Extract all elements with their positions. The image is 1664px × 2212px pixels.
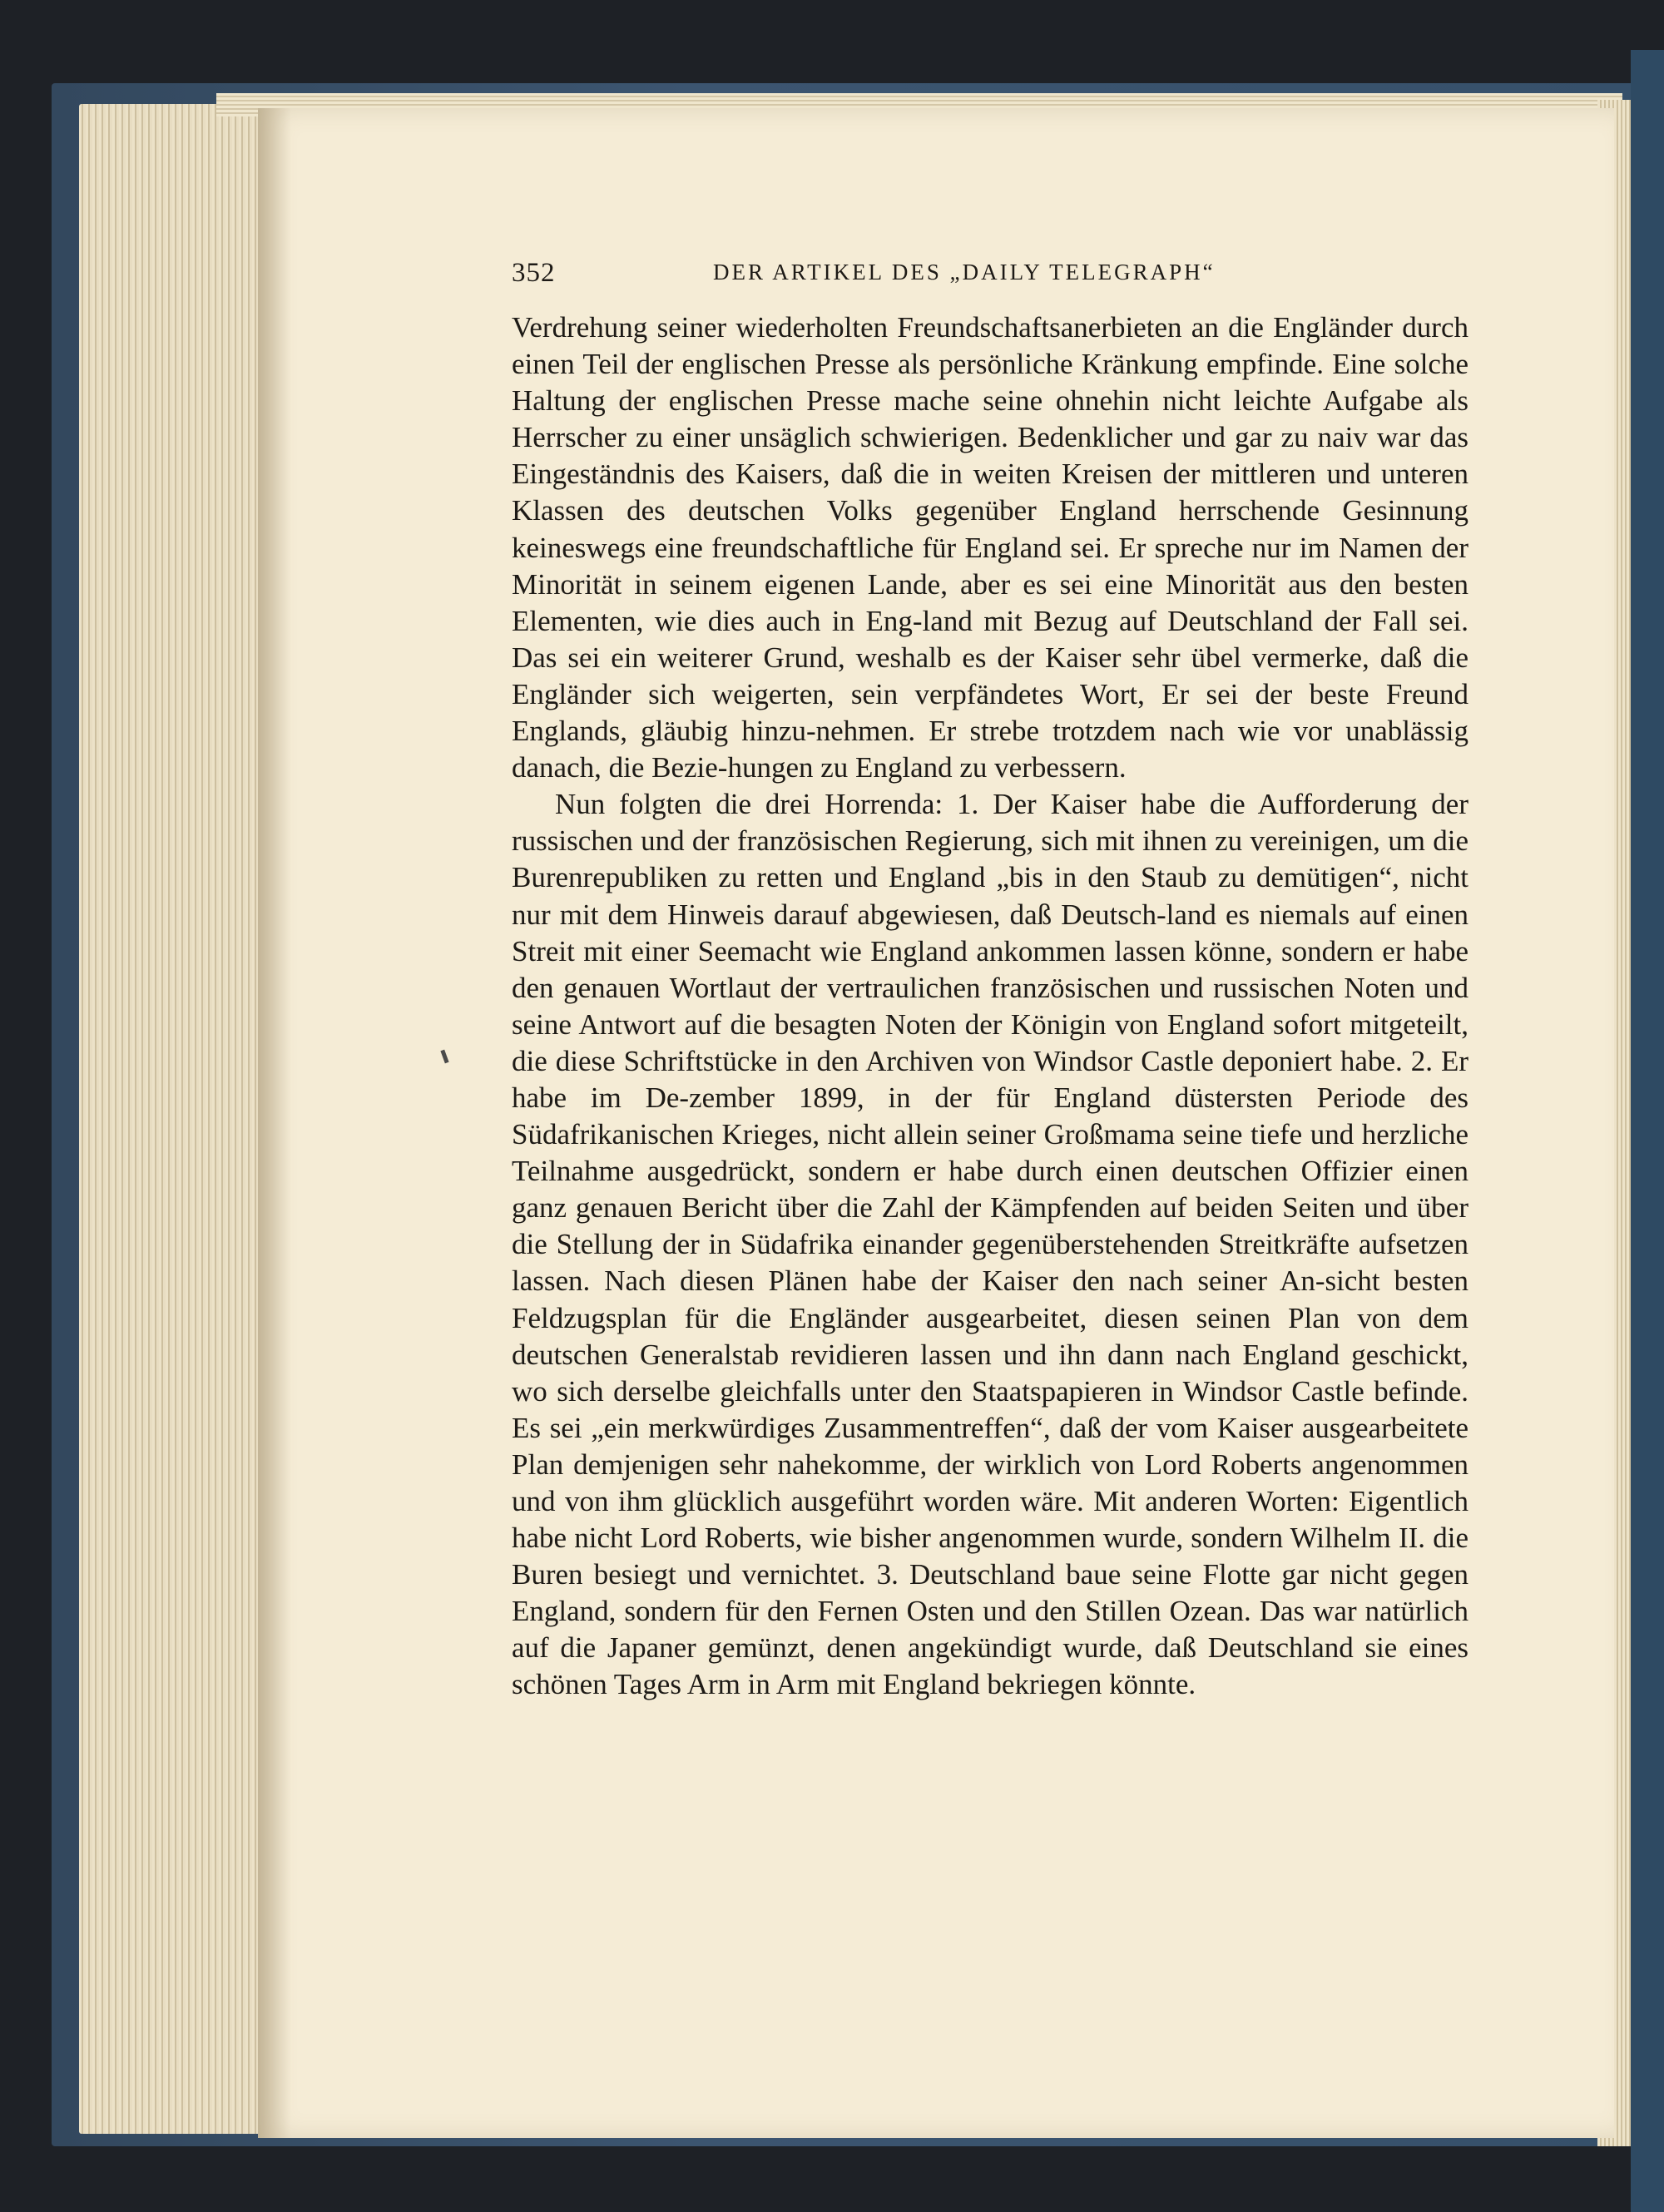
- body-text: [512, 309, 1468, 1704]
- book-cover-edge: [1631, 50, 1664, 2212]
- paragraph: Nun folgten die drei Horrenda: 1. Der Kaiser habe die Aufforderung der russischen und der französischen Regierung, sich mit ihnen zu vereinigen, um die Burenrepubliken zu retten und England „bis in den Staub zu demütigen“, nicht nur mit dem Hinweis darauf abgewiesen, daß Deutsch-land es niemals auf einen Streit mit einer Seemacht wie England ankommen lassen könne, sondern er habe den genauen Wortlaut der vertraulichen französischen und russischen Noten und seine Antwort auf die besagten Noten der Königin von England sofort mitgeteilt, die diese Schriftstücke in den Archiven von Windsor Castle deponiert habe. 2. Er habe im De-zember 1899, in der für England düstersten Periode des Südafrikanischen Krieges, nicht allein seiner Großmama seine tiefe und herzliche Teilnahme ausgedrückt, sondern er habe durch einen deutschen Offizier einen ganz genauen Bericht über die Zahl der Kämpfenden auf beiden Seiten und über die Stellung der in Südafrika einander gegenüberstehenden Streitkräfte aufsetzen lassen. Nach diesen Plänen habe der Kaiser den nach seiner An-sicht besten Feldzugsplan für die Engländer ausgearbeitet, diesen seinen Plan von dem deutschen Generalstab revidieren lassen und ihn dann nach England geschickt, wo sich derselbe gleichfalls unter den Staatspapieren in Windsor Castle befinde. Es sei „ein merkwürdiges Zusammentreffen“, daß der vom Kaiser ausgearbeitete Plan demjenigen sehr nahekomme, der wirklich von Lord Roberts angenommen und von ihm glücklich ausgeführt worden wäre. Mit anderen Worten: Eigentlich habe nicht Lord Roberts, wie bisher angenommen wurde, sondern Wilhelm II. die Buren besiegt und vernichtet. 3. Deutschland baue seine Flotte gar nicht gegen England, sondern für den Fernen Osten und den Stillen Ozean. Das war natürlich auf die Japaner gemünzt, denen angekündigt wurde, daß Deutschland sie eines schönen Tages Arm in Arm mit England bekriegen könnte.: [512, 788, 1468, 1701]
- gutter-shadow: [258, 108, 291, 2138]
- page-content: [512, 250, 1468, 1704]
- page-block-edge-left: [79, 104, 270, 2134]
- running-head: [512, 250, 1468, 299]
- running-title: DER ARTIKEL DES „DAILY TELEGRAPH“: [713, 260, 1216, 285]
- page-number: 352: [512, 258, 556, 288]
- paragraph: Verdrehung seiner wiederholten Freundschaftsanerbieten an die Engländer durch einen Teil der englischen Presse als persönliche Kränkung empfinde. Eine solche Haltung der englischen Presse mache seine ohnehin nicht leichte Aufgabe als Herrscher zu einer unsäglich schwierigen. Bedenklicher und gar zu naiv war das Eingeständnis des Kaisers, daß die in weiten Kreisen der mittleren und unteren Klassen des deutschen Volks gegenüber England herrschende Gesinnung keineswegs eine freundschaftliche für England sei. Er spreche nur im Namen der Minorität in seinem eigenen Lande, aber es sei eine Minorität aus den besten Elementen, wie dies auch in Eng-land mit Bezug auf Deutschland der Fall sei. Das sei ein weiterer Grund, weshalb es der Kaiser sehr übel vermerke, daß die Engländer sich weigerten, sein verpfändetes Wort, Er sei der beste Freund Englands, gläubig hinzu-nehmen. Er strebe trotzdem nach wie vor unablässig danach, die Bezie-hungen zu England zu verbessern.: [512, 311, 1468, 784]
